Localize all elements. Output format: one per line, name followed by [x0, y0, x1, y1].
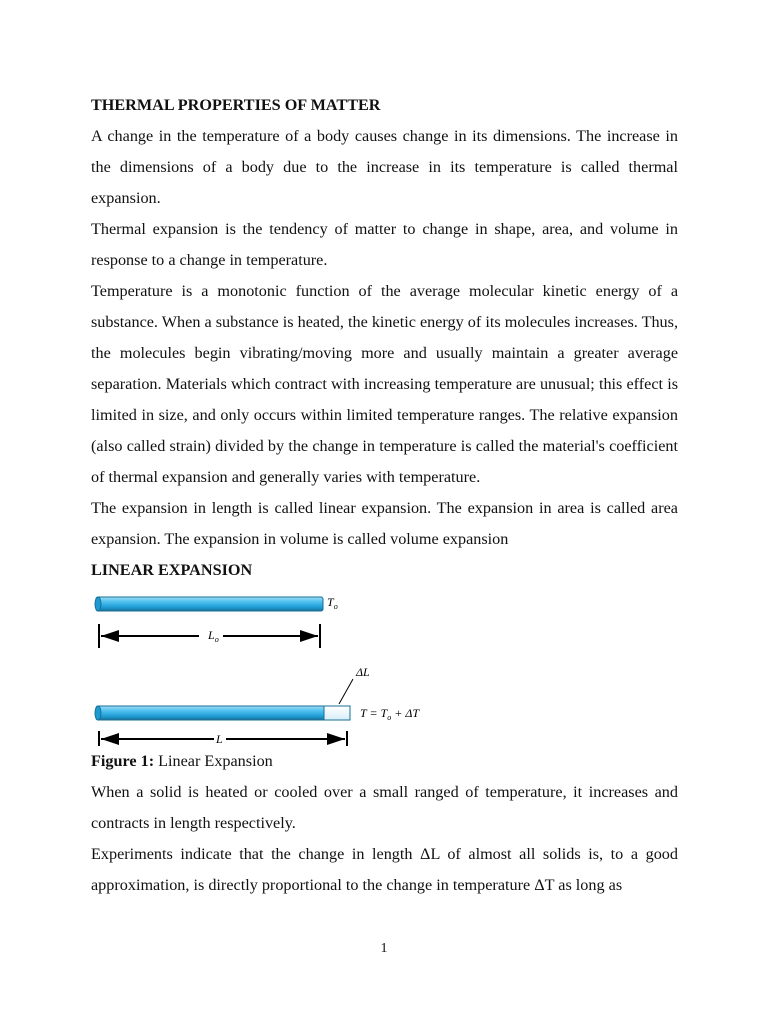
rod-expanded	[95, 706, 350, 720]
intro-paragraph-2: Thermal expansion is the tendency of matter to change in shape, area, and volume in response to a change in temperature.	[91, 220, 678, 269]
figure-caption	[91, 746, 678, 777]
page-number: 1	[380, 941, 388, 956]
intro-paragraph-3: Temperature is a monotonic function of the average molecular kinetic energy of a substance. When a substance is heated, the kinetic energy of its molecules increases. Thus, the molecules begin vibrating/moving more and usually maintain a greater average separation. Materials which contract with increasing temperature are unusual; this effect is limited in size, and only occurs within limited temperature ranges. The relative expansion (also called strain) divided by the change in temperature is called the material's coefficient of thermal expansion and generally varies with temperature.	[91, 282, 678, 486]
section-heading: LINEAR EXPANSION	[91, 561, 253, 579]
document-page	[91, 90, 678, 901]
document-title: THERMAL PROPERTIES OF MATTER	[91, 96, 381, 114]
label-final-temp: $T = T_o + \Delta T$	[360, 706, 420, 722]
figure-caption-text: Linear Expansion	[154, 752, 273, 770]
delta-pointer-line	[339, 679, 353, 704]
label-initial-length: $L_o$	[208, 628, 219, 644]
label-final-length: L	[216, 732, 223, 746]
linear-expansion-diagram	[91, 586, 678, 746]
linear-expansion-figure	[91, 586, 678, 746]
body-paragraph-2: Experiments indicate that the change in length ΔL of almost all solids is, to a good approximation, is directly proportional to the change in temperature ΔT as long as	[91, 845, 678, 894]
intro-paragraph-1: A change in the temperature of a body causes change in its dimensions. The increase in the dimensions of a body due to the increase in its temperature is called thermal expansion.	[91, 127, 678, 207]
rod-extension	[324, 706, 350, 720]
intro-paragraph-4: The expansion in length is called linear expansion. The expansion in area is called area expansion. The expansion in volume is called volume expansion	[91, 499, 678, 548]
body-paragraph-1: When a solid is heated or cooled over a small ranged of temperature, it increases and contracts in length respectively.	[91, 783, 678, 832]
label-delta-length: ΔL	[356, 665, 370, 679]
figure-caption-label: Figure 1:	[91, 752, 155, 770]
rod-initial	[95, 597, 323, 611]
dimension-final-length	[99, 731, 347, 746]
label-initial-temp: $T_o$	[327, 595, 338, 611]
